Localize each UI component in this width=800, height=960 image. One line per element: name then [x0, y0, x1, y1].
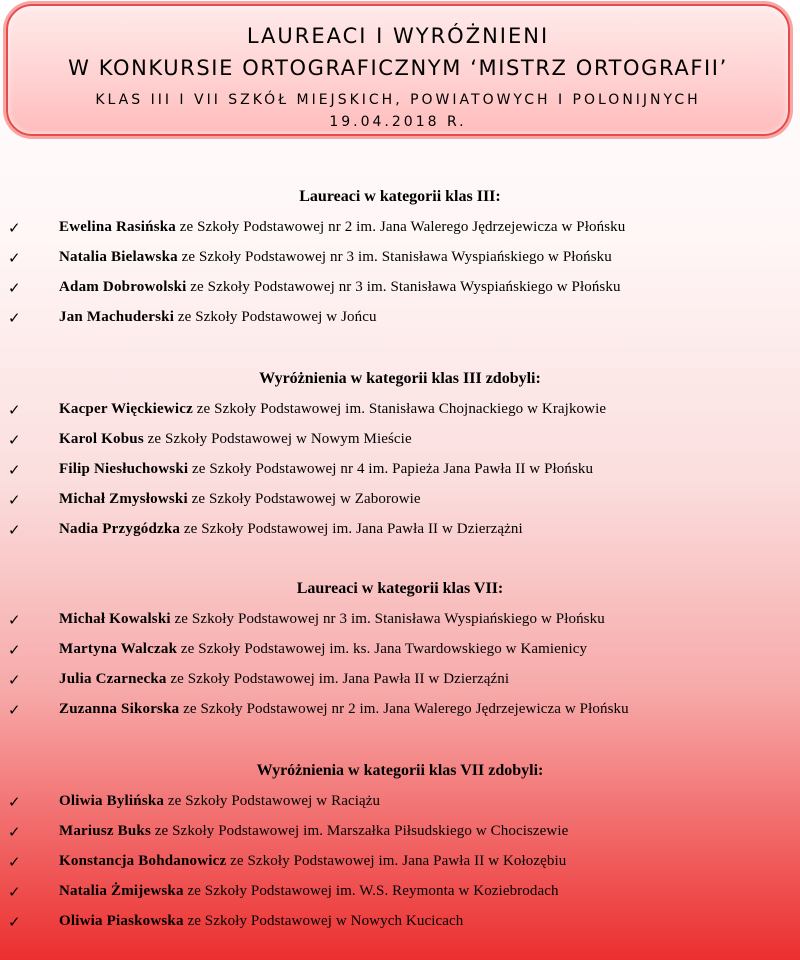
checkmark-icon: ✓: [8, 491, 21, 509]
school-name: ze Szkoły Podstawowej im. ks. Jana Twardowskiego w Kamienicy: [180, 641, 588, 657]
checkmark-icon: ✓: [8, 793, 21, 811]
list-item: [8, 793, 798, 817]
school-name: ze Szkoły Podstawowej nr 3 im. Stanisława Wyspiańskiego w Płońsku: [181, 249, 612, 265]
checkmark-icon: ✓: [8, 401, 21, 419]
checkmark-icon: ✓: [8, 671, 21, 689]
checkmark-icon: ✓: [8, 883, 21, 901]
list-item: [8, 853, 798, 877]
list-item: [8, 279, 798, 303]
school-name: ze Szkoły Podstawowej im. Jana Pawła II w Dzierzążni: [183, 521, 523, 537]
laureate-name: Karol Kobus: [59, 431, 144, 447]
school-name: ze Szkoły Podstawowej nr 3 im. Stanisława Wyspiańskiego w Płońsku: [190, 279, 621, 295]
list-item: [8, 641, 798, 665]
school-name: ze Szkoły Podstawowej w Zaborowie: [191, 491, 421, 507]
school-name: ze Szkoły Podstawowej w Raciążu: [167, 793, 381, 809]
checkmark-icon: ✓: [8, 249, 21, 267]
school-name: ze Szkoły Podstawowej im. Marszałka Piłsudskiego w Chociszewie: [154, 823, 569, 839]
checkmark-icon: ✓: [8, 279, 21, 297]
checkmark-icon: ✓: [8, 219, 21, 237]
list-item: [8, 401, 798, 425]
laureate-name: Natalia Bielawska: [59, 249, 178, 265]
school-name: ze Szkoły Podstawowej nr 3 im. Stanisława Wyspiańskiego w Płońsku: [174, 611, 605, 627]
list-item: [8, 431, 798, 455]
laureate-name: Michał Zmysłowski: [59, 491, 188, 507]
school-name: ze Szkoły Podstawowej im. Jana Pawła II w Kołozębiu: [230, 853, 567, 869]
checkmark-icon: ✓: [8, 853, 21, 871]
school-name: ze Szkoły Podstawowej w Jońcu: [177, 309, 377, 325]
header-title: LAUREACI I WYRÓŻNIENI: [246, 24, 550, 48]
school-name: ze Szkoły Podstawowej w Nowych Kucicach: [187, 913, 464, 929]
laureate-name: Julia Czarnecka: [59, 671, 167, 687]
section-title: Laureaci w kategorii klas III:: [299, 188, 501, 205]
list-item: [8, 461, 798, 485]
laureate-name: Konstancja Bohdanowicz: [59, 853, 227, 869]
list-item: [8, 701, 798, 725]
laureate-name: Filip Niesłuchowski: [59, 461, 189, 477]
checkmark-icon: ✓: [8, 913, 21, 931]
laureate-name: Natalia Żmijewska: [59, 883, 184, 899]
school-name: ze Szkoły Podstawowej nr 2 im. Jana Walerego Jędrzejewicza w Płońsku: [183, 701, 629, 717]
checkmark-icon: ✓: [8, 461, 21, 479]
school-name: ze Szkoły Podstawowej nr 2 im. Jana Walerego Jędrzejewicza w Płońsku: [179, 219, 626, 235]
school-name: ze Szkoły Podstawowej w Nowym Mieście: [147, 431, 412, 447]
laureate-name: Zuzanna Sikorska: [59, 701, 180, 717]
checkmark-icon: ✓: [8, 309, 21, 327]
laureate-name: Mariusz Buks: [59, 823, 151, 839]
school-name: ze Szkoły Podstawowej nr 4 im. Papieża Jana Pawła II w Płońsku: [192, 461, 594, 477]
header-subtitle: W KONKURSIE ORTOGRAFICZNYM ‘MISTRZ ORTOGRAFII’: [68, 56, 728, 80]
list-item: [8, 249, 798, 273]
checkmark-icon: ✓: [8, 611, 21, 629]
laureate-name: Oliwia Bylińska: [59, 793, 165, 809]
list-item: [8, 491, 798, 515]
section-title: Wyróżnienia w kategorii klas VII zdobyli:: [256, 762, 544, 779]
header-banner: [6, 4, 790, 136]
list-item: [8, 823, 798, 847]
laureate-name: Nadia Przygódzka: [59, 521, 181, 537]
school-name: ze Szkoły Podstawowej im. Stanisława Chojnackiego w Krajkowie: [196, 401, 607, 417]
laureate-name: Kacper Więckiewicz: [59, 401, 193, 417]
header-date: 19.04.2018 R.: [329, 114, 467, 130]
list-item: [8, 309, 798, 333]
section-title: Laureaci w kategorii klas VII:: [296, 580, 504, 597]
checkmark-icon: ✓: [8, 521, 21, 539]
list-item: [8, 883, 798, 907]
section-title: Wyróżnienia w kategorii klas III zdobyli:: [259, 370, 541, 387]
laureate-name: Ewelina Rasińska: [59, 219, 176, 235]
laureate-name: Jan Machuderski: [59, 309, 175, 325]
list-item: [8, 219, 798, 243]
list-item: [8, 671, 798, 695]
list-item: [8, 611, 798, 635]
checkmark-icon: ✓: [8, 431, 21, 449]
checkmark-icon: ✓: [8, 641, 21, 659]
list-item: [8, 521, 798, 545]
checkmark-icon: ✓: [8, 701, 21, 719]
laureate-name: Martyna Walczak: [59, 641, 178, 657]
checkmark-icon: ✓: [8, 823, 21, 841]
laureate-name: Oliwia Piaskowska: [59, 913, 184, 929]
laureate-name: Michał Kowalski: [59, 611, 171, 627]
list-item: [8, 913, 798, 937]
header-classes: KLAS III I VII SZKÓŁ MIEJSKICH, POWIATOWYCH I POLONIJNYCH: [95, 92, 701, 108]
laureate-name: Adam Dobrowolski: [59, 279, 187, 295]
school-name: ze Szkoły Podstawowej im. Jana Pawła II w Dzierząźni: [170, 671, 510, 687]
school-name: ze Szkoły Podstawowej im. W.S. Reymonta w Koziebrodach: [187, 883, 559, 899]
